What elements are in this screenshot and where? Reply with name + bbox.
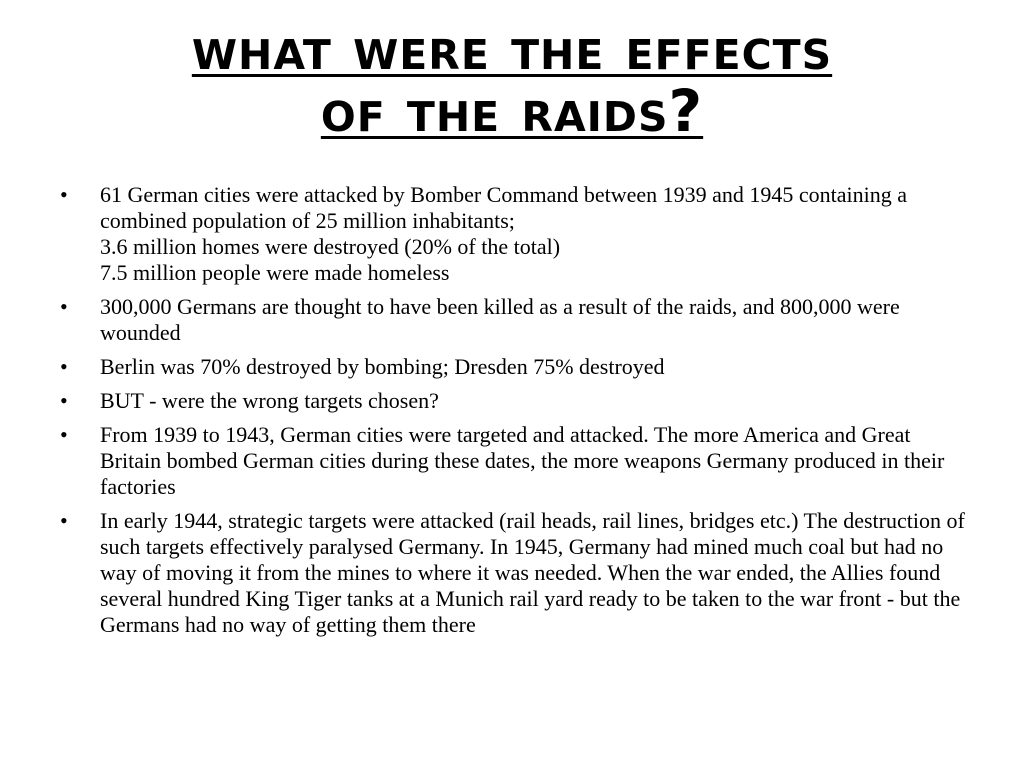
bullet-text: • 61 German cities were attacked by Bomber Command between 1939 and 1945 containing a combined population of 25 million inhabitants; bbox=[100, 182, 908, 233]
bullet-item-berlin-dresden bbox=[100, 354, 970, 380]
bullet-item-wrong-targets bbox=[100, 388, 970, 414]
slide-title bbox=[40, 15, 984, 145]
bullet-text: • 300,000 Germans are thought to have been killed as a result of the raids, and 800,000 were wounded bbox=[100, 294, 900, 345]
bullet-item-casualties bbox=[100, 294, 970, 346]
bullet-text: 7.5 million people were made homeless bbox=[100, 260, 450, 285]
title-line-1: what were the effects bbox=[191, 15, 833, 83]
bullet-text: 3.6 million homes were destroyed (20% of the total) bbox=[100, 234, 561, 259]
bullet-item-1944-strategic bbox=[100, 508, 970, 638]
bullet-list bbox=[100, 182, 970, 646]
bullet-item-1939-1943 bbox=[100, 422, 970, 500]
bullet-text: • BUT - were the wrong targets chosen? bbox=[100, 388, 439, 413]
bullet-item-cities-attacked bbox=[100, 182, 970, 286]
bullet-text: • In early 1944, strategic targets were attacked (rail heads, rail lines, bridges etc.) The destruction of such targets effectively paralysed Germany. In 1945, Germany had mined much coal but had no way of moving it from the mines to where it was needed. When the war ended, the Allies found several hundred King Tiger tanks at a Munich rail yard ready to be taken to the war front - but the Germans had no way of getting them there bbox=[100, 508, 965, 637]
bullet-text: • Berlin was 70% destroyed by bombing; Dresden 75% destroyed bbox=[100, 354, 665, 379]
title-line-2: of the raids? bbox=[320, 77, 704, 145]
bullet-text: • From 1939 to 1943, German cities were targeted and attacked. The more America and Great Britain bombed German cities during these dates, the more weapons Germany produced in their factories bbox=[100, 422, 945, 499]
